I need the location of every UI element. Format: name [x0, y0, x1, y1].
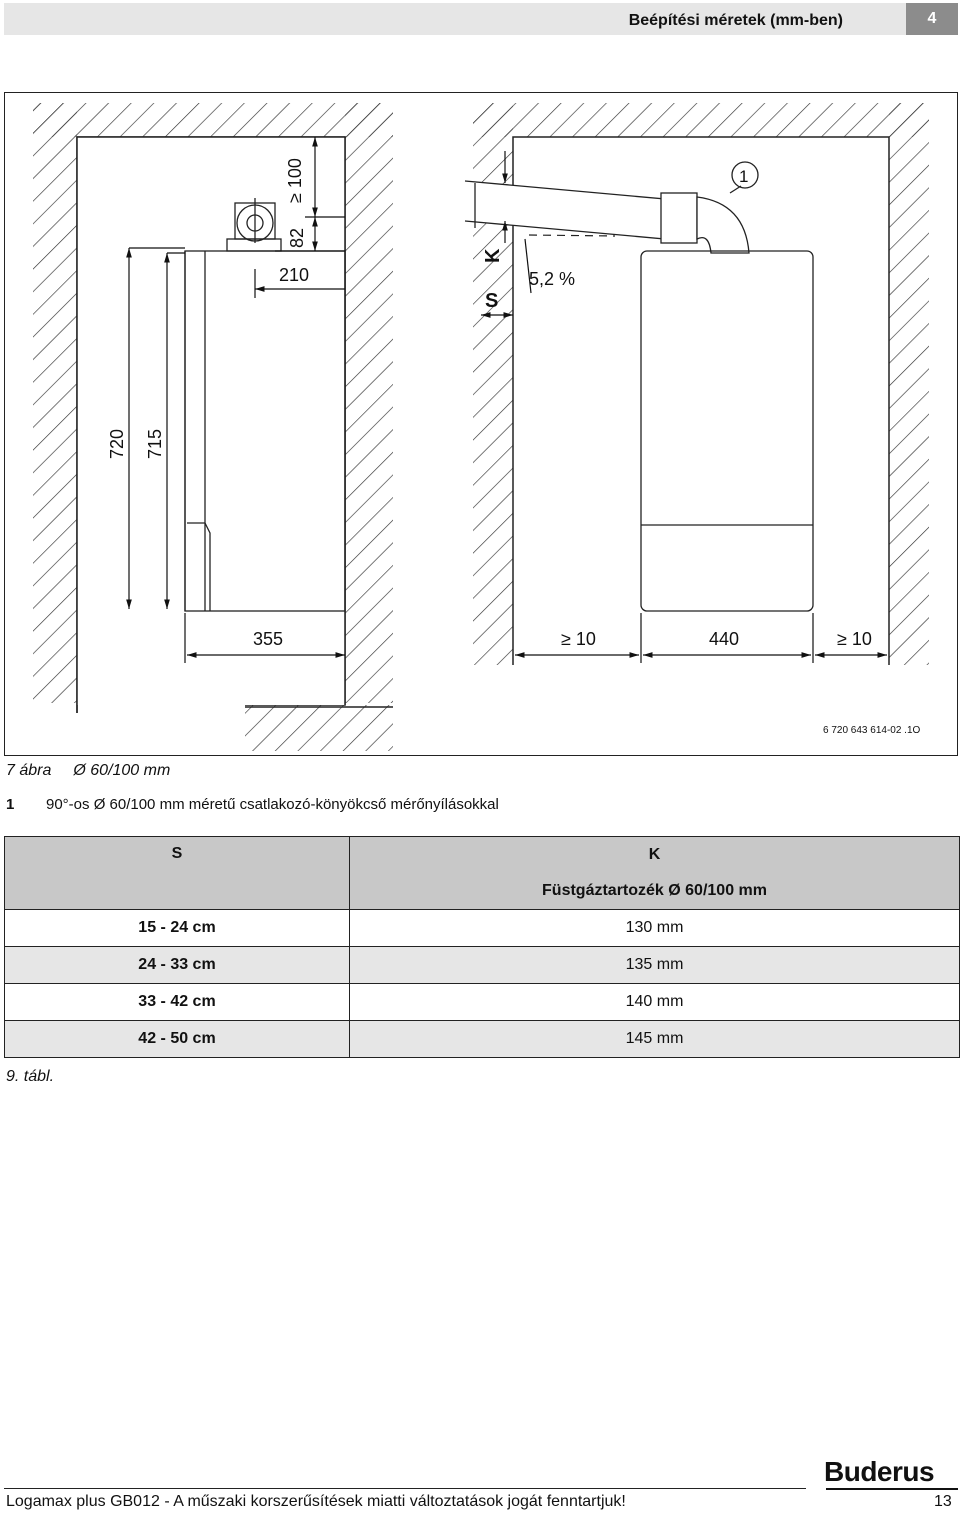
dim-s-label: S [485, 290, 499, 312]
table-cell-s: 24 - 33 cm [5, 947, 350, 984]
dim-715: 715 [145, 428, 165, 459]
table-row [5, 910, 960, 947]
page-number: 13 [934, 1493, 952, 1510]
dim-k-label: K [482, 248, 504, 263]
footer-divider [4, 1488, 806, 1489]
dim-gap-left: ≥ 10 [561, 629, 596, 649]
brand-underline [826, 1488, 958, 1490]
dim-gap-right: ≥ 10 [837, 629, 872, 649]
dim-440: 440 [709, 629, 740, 649]
section-title: Beépítési méretek (mm-ben) [628, 12, 843, 29]
table-header-s: S [5, 837, 350, 910]
table-cell-s: 15 - 24 cm [5, 910, 350, 947]
legend-text: 90°-os Ø 60/100 mm méretű csatlakozó-könyökcső mérőnyílásokkal [46, 796, 499, 813]
dim-720: 720 [107, 428, 127, 459]
dim-210: 210 [279, 265, 310, 285]
footer-text: Logamax plus GB012 - A műszaki korszerűsítések miatti változtatások jogát fenntartjuk! [6, 1493, 626, 1510]
table-cell-k: 140 mm [350, 984, 960, 1021]
legend-item [6, 796, 499, 813]
caption-label: 7 ábra [6, 762, 52, 779]
figure-caption [6, 762, 170, 780]
table-row [5, 1021, 960, 1058]
table-header-k: K [350, 837, 960, 874]
figure-ref-code: 6 720 643 614-02 .1O [823, 725, 921, 736]
table-row [5, 984, 960, 1021]
installation-figure [4, 92, 958, 756]
dimension-table [4, 836, 960, 1058]
legend-number: 1 [6, 796, 15, 813]
table-cell-k: 135 mm [350, 947, 960, 984]
caption-text: Ø 60/100 mm [73, 762, 171, 779]
header-bar [4, 3, 906, 35]
table-label: 9. tábl. [6, 1068, 55, 1085]
slope-label: 5,2 % [529, 269, 576, 289]
table-cell-s: 42 - 50 cm [5, 1021, 350, 1058]
chapter-number: 4 [906, 3, 958, 35]
table-cell-k: 130 mm [350, 910, 960, 947]
table-cell-s: 33 - 42 cm [5, 984, 350, 1021]
brand-logo: Buderus [824, 1456, 935, 1487]
dim-82: 82 [287, 227, 307, 248]
table-cell-k: 145 mm [350, 1021, 960, 1058]
table-subheader-k: Füstgáztartozék Ø 60/100 mm [350, 873, 960, 910]
callout-1: 1 [739, 167, 749, 186]
dim-min-100: ≥ 100 [285, 158, 305, 203]
dim-355: 355 [253, 629, 284, 649]
installation-drawing [5, 93, 959, 757]
table-row [5, 947, 960, 984]
left-wall [33, 103, 393, 751]
